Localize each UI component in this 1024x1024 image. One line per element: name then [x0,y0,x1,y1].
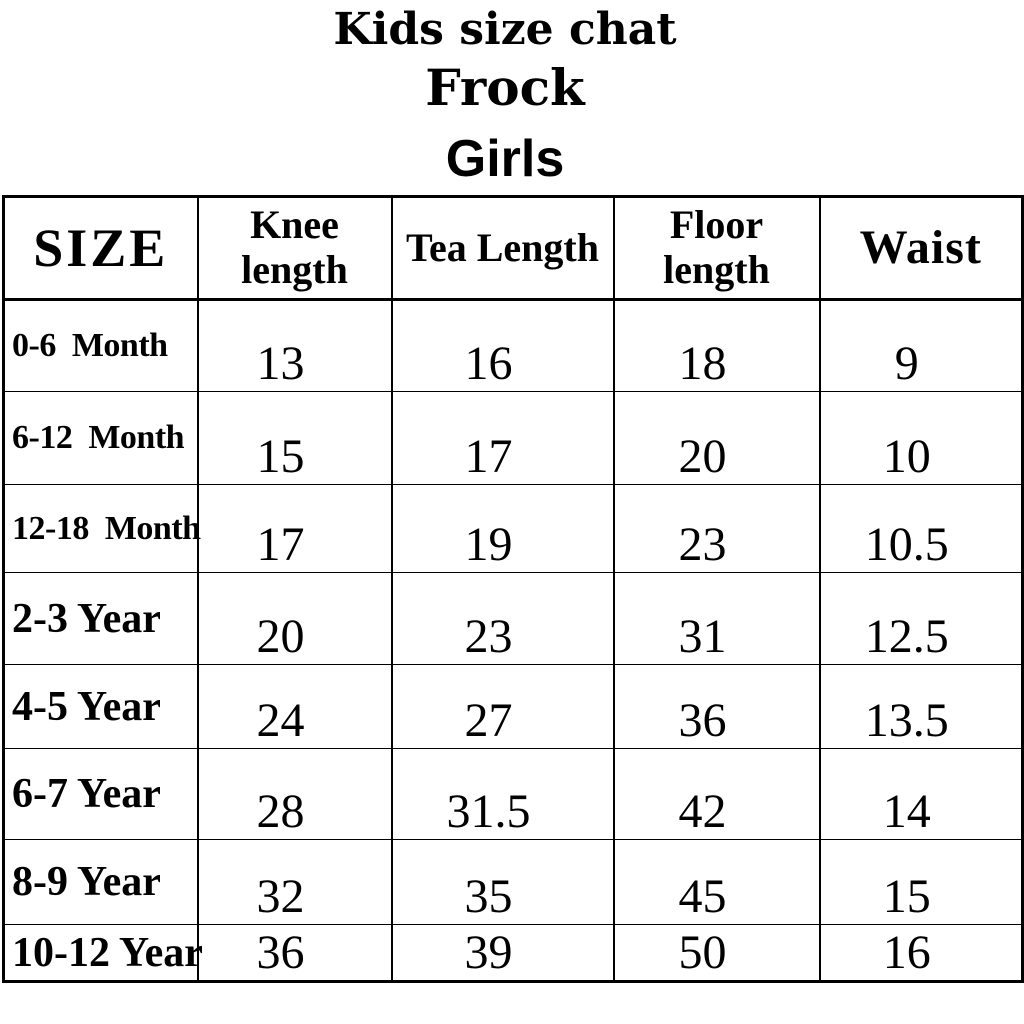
size-label: 8-9 Year [4,840,198,925]
knee-length-value: 32 [198,840,392,925]
table-row-0-6-month [4,300,1023,392]
floor-length-value: 45 [614,840,820,925]
waist-value: 12.5 [820,573,1023,665]
floor-length-value: 18 [614,300,820,392]
column-header-tea-length: Tea Length [392,197,614,300]
waist-value: 10 [820,392,1023,485]
tea-length-value: 23 [392,573,614,665]
size-chart-table [2,195,1024,983]
size-label: 4-5 Year [4,665,198,749]
title-block [0,6,1010,189]
table-row-6-12-month [4,392,1023,485]
table-row-8-9-year [4,840,1023,925]
floor-length-value: 36 [614,665,820,749]
column-header-waist: Waist [820,197,1023,300]
page-title: Kids size chat [333,4,677,55]
subtitle-gender: Girls [445,130,565,189]
knee-length-value: 15 [198,392,392,485]
table-row-2-3-year [4,573,1023,665]
floor-length-value: 20 [614,392,820,485]
waist-value: 10.5 [820,485,1023,573]
tea-length-value: 35 [392,840,614,925]
size-label: 6-7 Year [4,749,198,840]
floor-length-value: 42 [614,749,820,840]
column-header-size: SIZE [4,197,198,300]
waist-value: 14 [820,749,1023,840]
size-label: 12-18 Month [4,485,198,573]
table-row-12-18-month [4,485,1023,573]
knee-length-value: 28 [198,749,392,840]
waist-value: 15 [820,840,1023,925]
tea-length-value: 27 [392,665,614,749]
waist-value: 9 [820,300,1023,392]
size-label: 6-12 Month [4,392,198,485]
size-label: 2-3 Year [4,573,198,665]
tea-length-value: 39 [392,925,614,982]
column-header-floor-length: Floor length [614,197,820,300]
knee-length-value: 24 [198,665,392,749]
knee-length-value: 17 [198,485,392,573]
floor-length-value: 23 [614,485,820,573]
knee-length-value: 20 [198,573,392,665]
knee-length-value: 13 [198,300,392,392]
column-header-knee-length: Knee length [198,197,392,300]
tea-length-value: 17 [392,392,614,485]
tea-length-value: 16 [392,300,614,392]
subtitle-garment: Frock [425,58,585,118]
tea-length-value: 19 [392,485,614,573]
knee-length-value: 36 [198,925,392,982]
tea-length-value: 31.5 [392,749,614,840]
table-row-4-5-year [4,665,1023,749]
waist-value: 16 [820,925,1023,982]
table-row-10-12-year [4,925,1023,982]
size-label: 10-12 Year [4,925,198,982]
table-row-6-7-year [4,749,1023,840]
size-label: 0-6 Month [4,300,198,392]
waist-value: 13.5 [820,665,1023,749]
floor-length-value: 50 [614,925,820,982]
floor-length-value: 31 [614,573,820,665]
table-header-row [4,197,1023,300]
